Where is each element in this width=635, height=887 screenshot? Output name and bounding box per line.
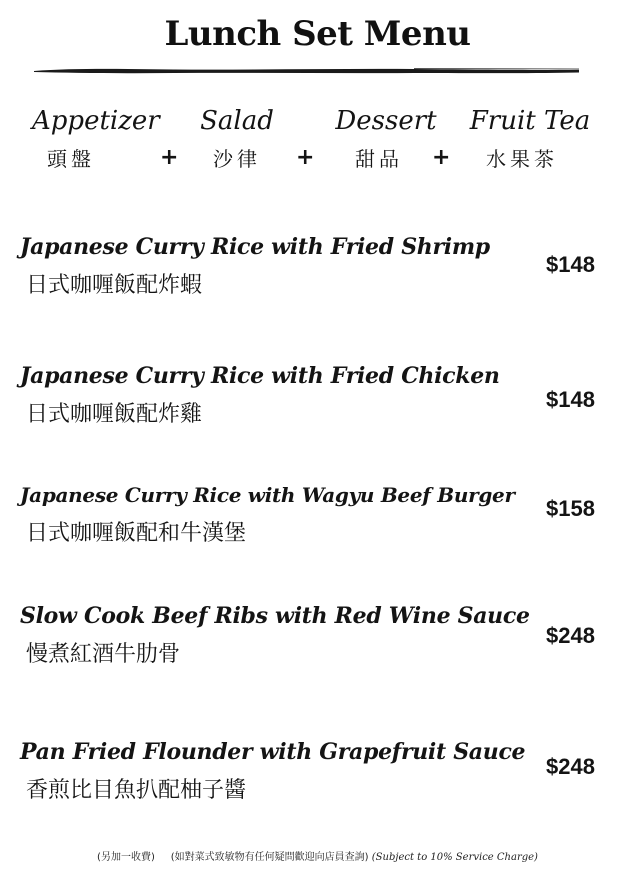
menu-item-name-en: Japanese Curry Rice with Fried Chicken [20,363,500,389]
menu-item-price: $148 [546,252,595,277]
brush-stroke-divider [34,66,579,76]
menu-item-name-zh: 日式咖喱飯配炸雞 [26,402,203,427]
set-item-salad [192,104,282,174]
set-item-appetizer [32,104,160,174]
footer-note [0,848,635,863]
menu-item [20,601,530,671]
menu-item-name-zh: 日式咖喱飯配炸蝦 [26,273,203,298]
allergen-inquiry-note: (如對菜式致敏物有任何疑問歡迎向店員查詢) [170,852,369,863]
menu-item-name-zh: 慢煮紅酒牛肋骨 [26,642,181,667]
menu-item-price: $158 [546,496,595,521]
menu-title: Lunch Set Menu [164,14,471,54]
menu-item-name-zh: 香煎比目魚扒配柚子醬 [26,778,247,803]
service-charge-note: (Subject to 10% Service Charge) [371,852,538,863]
set-item-en: Appetizer [32,106,160,136]
menu-item-name-zh: 日式咖喱飯配和牛漢堡 [26,521,247,546]
set-item-fruit-tea [468,104,592,174]
menu-item-price: $248 [546,754,595,779]
menu-item [20,232,520,302]
menu-item-name-en: Japanese Curry Rice with Wagyu Beef Burger [20,483,515,507]
plus-sign: + [296,145,315,170]
menu-item-name-en: Japanese Curry Rice with Fried Shrimp [20,234,490,260]
set-item-dessert [334,104,438,174]
menu-item-name-en: Pan Fried Flounder with Grapefruit Sauce [20,739,526,765]
set-item-zh: 甜品 [355,147,403,171]
set-item-zh: 水果茶 [486,147,558,171]
plus-sign: + [160,145,179,170]
set-item-en: Salad [200,106,274,136]
menu-item-price: $148 [546,387,595,412]
extra-charge-note: (另加一收費) [97,852,155,863]
set-item-zh: 頭盤 [47,147,95,171]
plus-sign: + [432,145,451,170]
menu-item [20,361,520,431]
menu-item-price: $248 [546,623,595,648]
set-item-en: Fruit Tea [469,106,591,136]
menu-item [20,737,526,807]
set-item-zh: 沙律 [213,147,261,171]
set-item-en: Dessert [335,106,437,136]
menu-item-name-en: Slow Cook Beef Ribs with Red Wine Sauce [20,603,530,629]
menu-item [20,480,520,550]
